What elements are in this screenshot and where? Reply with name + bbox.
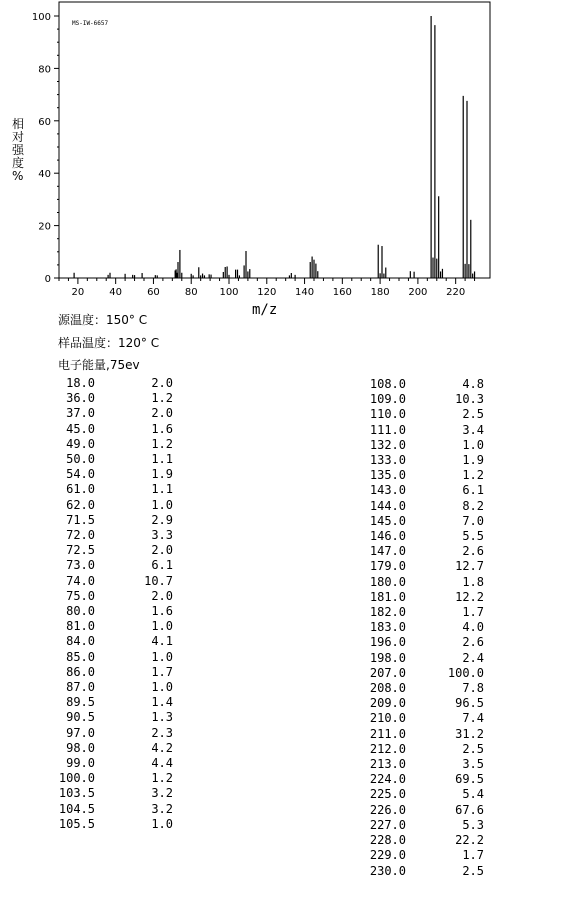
x-tick-label: 160 bbox=[332, 287, 352, 298]
intensity-value: 4.0 bbox=[462, 620, 484, 635]
table-row bbox=[354, 848, 484, 863]
table-row bbox=[43, 482, 173, 497]
mz-value: 54.0 bbox=[66, 467, 95, 482]
intensity-value: 4.1 bbox=[151, 634, 173, 649]
mz-value: 209.0 bbox=[369, 696, 406, 711]
mz-value: 208.0 bbox=[369, 681, 406, 696]
mz-value: 73.0 bbox=[66, 558, 95, 573]
table-row bbox=[43, 817, 173, 832]
mz-value: 87.0 bbox=[66, 680, 95, 695]
intensity-value: 1.2 bbox=[151, 436, 173, 451]
intensity-value: 4.4 bbox=[151, 756, 173, 771]
intensity-value: 1.0 bbox=[151, 649, 173, 664]
table-row bbox=[354, 864, 484, 879]
table-row bbox=[354, 423, 484, 438]
mz-value: 109.0 bbox=[369, 392, 406, 407]
mz-value: 103.5 bbox=[58, 786, 95, 801]
intensity-value: 1.0 bbox=[462, 437, 484, 452]
table-row bbox=[43, 604, 173, 619]
intensity-value: 3.4 bbox=[462, 422, 484, 437]
mz-value: 74.0 bbox=[66, 573, 95, 588]
intensity-value: 1.1 bbox=[151, 452, 173, 467]
intensity-value: 1.9 bbox=[151, 467, 173, 482]
intensity-value: 6.1 bbox=[462, 483, 484, 498]
table-row bbox=[43, 695, 173, 710]
intensity-value: 1.0 bbox=[151, 619, 173, 634]
table-row bbox=[43, 543, 173, 558]
table-row bbox=[354, 499, 484, 514]
mz-value: 179.0 bbox=[369, 559, 406, 574]
mz-value: 212.0 bbox=[369, 741, 406, 756]
y-tick-label: 40 bbox=[38, 169, 51, 181]
table-row bbox=[354, 635, 484, 650]
table-row bbox=[43, 437, 173, 452]
mz-value: 144.0 bbox=[369, 498, 406, 513]
mz-value: 181.0 bbox=[369, 589, 406, 604]
mz-value: 49.0 bbox=[66, 436, 95, 451]
intensity-value: 1.6 bbox=[151, 421, 173, 436]
table-row bbox=[354, 559, 484, 574]
table-row bbox=[43, 756, 173, 771]
table-row bbox=[43, 452, 173, 467]
table-row bbox=[354, 590, 484, 605]
table-row bbox=[354, 651, 484, 666]
intensity-value: 1.6 bbox=[151, 604, 173, 619]
mz-value: 210.0 bbox=[369, 711, 406, 726]
mz-value: 211.0 bbox=[369, 726, 406, 741]
table-row bbox=[43, 680, 173, 695]
mz-value: 111.0 bbox=[369, 422, 406, 437]
peak-table-right bbox=[354, 377, 484, 879]
intensity-value: 69.5 bbox=[455, 772, 484, 787]
table-row bbox=[43, 406, 173, 421]
table-row bbox=[354, 438, 484, 453]
mz-value: 71.5 bbox=[66, 512, 95, 527]
table-row bbox=[354, 483, 484, 498]
mz-value: 50.0 bbox=[66, 452, 95, 467]
intensity-value: 2.6 bbox=[462, 544, 484, 559]
intensity-value: 6.1 bbox=[151, 558, 173, 573]
intensity-value: 3.5 bbox=[462, 757, 484, 772]
mz-value: 207.0 bbox=[369, 665, 406, 680]
x-tick-label: 180 bbox=[370, 287, 390, 298]
table-row bbox=[354, 787, 484, 802]
mz-value: 132.0 bbox=[369, 437, 406, 452]
mz-value: 226.0 bbox=[369, 802, 406, 817]
plot-frame bbox=[59, 2, 490, 278]
mz-value: 45.0 bbox=[66, 421, 95, 436]
intensity-value: 1.2 bbox=[151, 771, 173, 786]
table-row bbox=[354, 620, 484, 635]
table-row bbox=[43, 376, 173, 391]
x-tick-label: 40 bbox=[109, 287, 123, 298]
table-row bbox=[354, 377, 484, 392]
table-row bbox=[43, 574, 173, 589]
x-tick-label: 80 bbox=[184, 287, 198, 298]
source-temperature: 源温度：150° C bbox=[58, 313, 148, 327]
intensity-value: 1.3 bbox=[151, 710, 173, 725]
peak-table-left bbox=[43, 376, 173, 832]
mz-value: 98.0 bbox=[66, 740, 95, 755]
intensity-value: 100.0 bbox=[447, 665, 484, 680]
table-row bbox=[43, 786, 173, 801]
mz-value: 227.0 bbox=[369, 817, 406, 832]
peak-bars bbox=[74, 16, 474, 278]
table-row bbox=[43, 665, 173, 680]
mz-value: 99.0 bbox=[66, 756, 95, 771]
table-row bbox=[354, 575, 484, 590]
intensity-value: 12.7 bbox=[455, 559, 484, 574]
table-row bbox=[354, 772, 484, 787]
mz-value: 36.0 bbox=[66, 391, 95, 406]
mz-value: 61.0 bbox=[66, 482, 95, 497]
y-tick-label: 80 bbox=[38, 64, 51, 76]
intensity-value: 1.7 bbox=[462, 848, 484, 863]
table-row bbox=[43, 619, 173, 634]
intensity-value: 4.2 bbox=[151, 740, 173, 755]
intensity-value: 1.0 bbox=[151, 497, 173, 512]
table-row bbox=[354, 468, 484, 483]
intensity-value: 1.8 bbox=[462, 574, 484, 589]
y-axis-label: 相 对 强 度 % bbox=[12, 117, 25, 183]
intensity-value: 2.5 bbox=[462, 741, 484, 756]
intensity-value: 2.0 bbox=[151, 543, 173, 558]
x-tick-label: 120 bbox=[257, 287, 277, 298]
table-row bbox=[354, 514, 484, 529]
intensity-value: 2.3 bbox=[151, 725, 173, 740]
intensity-value: 5.4 bbox=[462, 787, 484, 802]
mz-value: 89.5 bbox=[66, 695, 95, 710]
mz-value: 198.0 bbox=[369, 650, 406, 665]
mz-value: 182.0 bbox=[369, 605, 406, 620]
sample-temperature: 样品温度：120° C bbox=[58, 336, 160, 350]
mz-value: 110.0 bbox=[369, 407, 406, 422]
x-tick-label: 220 bbox=[446, 287, 466, 298]
mz-value: 180.0 bbox=[369, 574, 406, 589]
table-row bbox=[43, 391, 173, 406]
intensity-value: 1.7 bbox=[151, 664, 173, 679]
table-row bbox=[43, 710, 173, 725]
table-row bbox=[43, 726, 173, 741]
table-row bbox=[354, 818, 484, 833]
mz-value: 147.0 bbox=[369, 544, 406, 559]
mz-value: 72.5 bbox=[66, 543, 95, 558]
table-row bbox=[354, 696, 484, 711]
intensity-value: 31.2 bbox=[455, 726, 484, 741]
mz-value: 143.0 bbox=[369, 483, 406, 498]
intensity-value: 3.2 bbox=[151, 801, 173, 816]
mz-value: 18.0 bbox=[66, 376, 95, 390]
intensity-value: 22.2 bbox=[455, 833, 484, 848]
intensity-value: 2.0 bbox=[151, 588, 173, 603]
intensity-value: 1.7 bbox=[462, 605, 484, 620]
electron-energy: 电子能量,75ev bbox=[58, 358, 140, 372]
intensity-value: 7.0 bbox=[462, 513, 484, 528]
table-row bbox=[354, 392, 484, 407]
table-row bbox=[43, 634, 173, 649]
mz-value: 225.0 bbox=[369, 787, 406, 802]
mz-value: 62.0 bbox=[66, 497, 95, 512]
intensity-value: 7.8 bbox=[462, 681, 484, 696]
intensity-value: 7.4 bbox=[462, 711, 484, 726]
intensity-value: 96.5 bbox=[455, 696, 484, 711]
intensity-value: 8.2 bbox=[462, 498, 484, 513]
table-row bbox=[43, 650, 173, 665]
intensity-value: 67.6 bbox=[455, 802, 484, 817]
table-row bbox=[43, 467, 173, 482]
intensity-value: 5.3 bbox=[462, 817, 484, 832]
mz-value: 196.0 bbox=[369, 635, 406, 650]
table-row bbox=[43, 498, 173, 513]
table-row bbox=[43, 741, 173, 756]
table-row bbox=[354, 529, 484, 544]
mz-value: 224.0 bbox=[369, 772, 406, 787]
intensity-value: 2.4 bbox=[462, 650, 484, 665]
intensity-value: 1.1 bbox=[151, 482, 173, 497]
x-tick-label: 140 bbox=[295, 287, 315, 298]
table-row bbox=[354, 666, 484, 681]
table-row bbox=[43, 771, 173, 786]
intensity-value: 3.3 bbox=[151, 528, 173, 543]
intensity-value: 2.5 bbox=[462, 863, 484, 878]
intensity-value: 10.7 bbox=[144, 573, 173, 588]
intensity-value: 2.6 bbox=[462, 635, 484, 650]
mz-value: 228.0 bbox=[369, 833, 406, 848]
x-tick-label: 100 bbox=[219, 287, 239, 298]
table-row bbox=[354, 742, 484, 757]
intensity-value: 1.2 bbox=[462, 468, 484, 483]
table-row bbox=[354, 681, 484, 696]
table-row bbox=[354, 605, 484, 620]
table-row bbox=[43, 589, 173, 604]
mz-value: 229.0 bbox=[369, 848, 406, 863]
y-tick-label: 60 bbox=[38, 116, 51, 128]
intensity-value: 1.0 bbox=[151, 680, 173, 695]
mz-value: 90.5 bbox=[66, 710, 95, 725]
table-row bbox=[354, 833, 484, 848]
y-tick-label: 0 bbox=[44, 274, 51, 285]
mz-value: 108.0 bbox=[369, 377, 406, 391]
chart-axes bbox=[32, 2, 490, 298]
mz-value: 97.0 bbox=[66, 725, 95, 740]
intensity-value: 3.2 bbox=[151, 786, 173, 801]
mz-value: 104.5 bbox=[58, 801, 95, 816]
x-axis-label: m/z bbox=[252, 302, 278, 318]
intensity-value: 4.8 bbox=[462, 377, 484, 391]
table-row bbox=[43, 558, 173, 573]
mz-value: 213.0 bbox=[369, 757, 406, 772]
mz-value: 85.0 bbox=[66, 649, 95, 664]
chart-title: MS-IW-6657 bbox=[72, 20, 109, 27]
table-row bbox=[43, 802, 173, 817]
intensity-value: 5.5 bbox=[462, 529, 484, 544]
mz-value: 81.0 bbox=[66, 619, 95, 634]
mass-spectrum-chart bbox=[0, 0, 570, 300]
intensity-value: 12.2 bbox=[455, 589, 484, 604]
table-row bbox=[43, 528, 173, 543]
mz-value: 84.0 bbox=[66, 634, 95, 649]
mz-value: 183.0 bbox=[369, 620, 406, 635]
intensity-value: 1.9 bbox=[462, 453, 484, 468]
intensity-value: 2.0 bbox=[151, 376, 173, 390]
intensity-value: 1.2 bbox=[151, 391, 173, 406]
mz-value: 146.0 bbox=[369, 529, 406, 544]
table-row bbox=[354, 803, 484, 818]
mz-value: 133.0 bbox=[369, 453, 406, 468]
table-row bbox=[354, 727, 484, 742]
y-tick-label: 100 bbox=[31, 12, 51, 23]
table-row bbox=[354, 453, 484, 468]
table-row bbox=[354, 544, 484, 559]
mz-value: 230.0 bbox=[369, 863, 406, 878]
y-tick-label: 20 bbox=[38, 221, 51, 233]
mz-value: 145.0 bbox=[369, 513, 406, 528]
table-row bbox=[354, 711, 484, 726]
mz-value: 72.0 bbox=[66, 528, 95, 543]
intensity-value: 2.0 bbox=[151, 406, 173, 421]
table-row bbox=[354, 407, 484, 422]
mz-value: 86.0 bbox=[66, 664, 95, 679]
table-row bbox=[43, 513, 173, 528]
mz-value: 105.5 bbox=[58, 816, 95, 831]
table-row bbox=[43, 422, 173, 437]
x-tick-label: 60 bbox=[147, 287, 160, 298]
intensity-value: 10.3 bbox=[455, 392, 484, 407]
intensity-value: 1.0 bbox=[151, 816, 173, 831]
intensity-value: 2.9 bbox=[151, 512, 173, 527]
x-tick-label: 20 bbox=[71, 287, 85, 298]
mz-value: 80.0 bbox=[66, 604, 95, 619]
intensity-value: 2.5 bbox=[462, 407, 484, 422]
mz-value: 37.0 bbox=[66, 406, 95, 421]
mz-value: 100.0 bbox=[58, 771, 95, 786]
intensity-value: 1.4 bbox=[151, 695, 173, 710]
mz-value: 75.0 bbox=[66, 588, 95, 603]
x-tick-label: 200 bbox=[408, 287, 428, 298]
mz-value: 135.0 bbox=[369, 468, 406, 483]
table-row bbox=[354, 757, 484, 772]
